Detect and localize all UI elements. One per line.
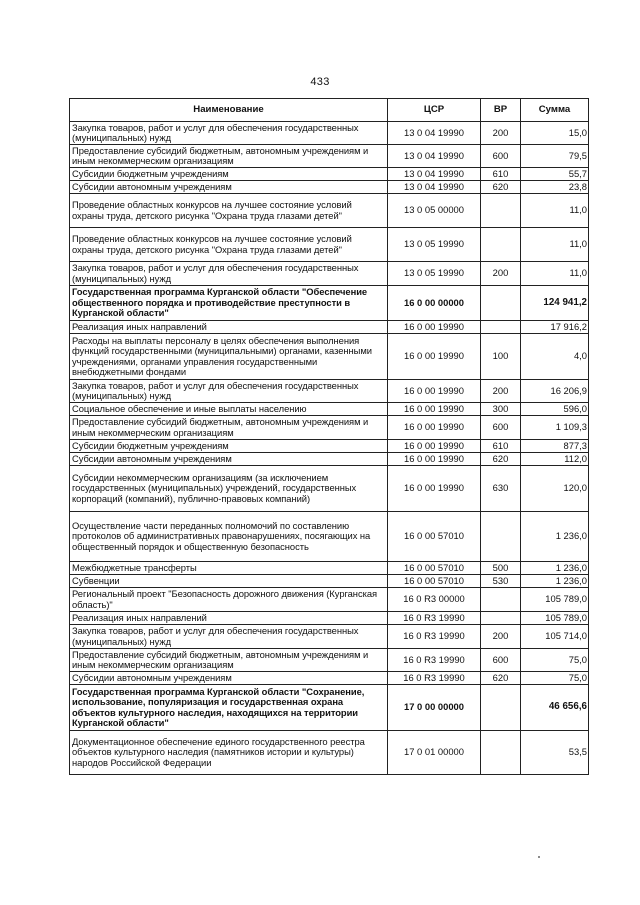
row-name: Проведение областных конкурсов на лучшее состояние условий охраны труда, детского рисунка "Охрана труда глазами детей" <box>70 194 388 228</box>
row-csr: 16 0 R3 19990 <box>388 612 481 625</box>
row-csr: 16 0 00 57010 <box>388 562 481 575</box>
table-row <box>70 512 589 562</box>
row-name: Социальное обеспечение и иные выплаты населению <box>70 403 388 416</box>
row-vr: 610 <box>481 440 521 453</box>
row-csr: 17 0 00 00000 <box>388 685 481 731</box>
row-csr: 16 0 00 57010 <box>388 575 481 588</box>
row-vr: 200 <box>481 262 521 286</box>
row-vr: 200 <box>481 625 521 649</box>
table-row <box>70 416 589 440</box>
header-vr: ВР <box>481 99 521 122</box>
row-name: Региональный проект "Безопасность дорожного движения (Курганская область)" <box>70 588 388 612</box>
row-csr: 13 0 05 00000 <box>388 194 481 228</box>
row-vr: 600 <box>481 416 521 440</box>
table-row <box>70 168 589 181</box>
row-csr: 16 0 00 19990 <box>388 466 481 512</box>
scan-speck <box>538 856 540 858</box>
row-name: Межбюджетные трансферты <box>70 562 388 575</box>
table-row <box>70 649 589 672</box>
table-row <box>70 334 589 380</box>
row-sum: 23,8 <box>521 181 589 194</box>
row-csr: 16 0 00 19990 <box>388 440 481 453</box>
row-sum: 120,0 <box>521 466 589 512</box>
row-sum: 1 236,0 <box>521 562 589 575</box>
table-row <box>70 228 589 262</box>
table-header <box>70 99 589 122</box>
row-name: Субвенции <box>70 575 388 588</box>
row-vr: 300 <box>481 403 521 416</box>
row-name: Расходы на выплаты персоналу в целях обеспечения выполнения функций государственными (муниципальными) органами, казенными учреждениями, органами управления государственными внебюджетными фондами <box>70 334 388 380</box>
row-sum: 105 714,0 <box>521 625 589 649</box>
table-row <box>70 194 589 228</box>
table-row <box>70 672 589 685</box>
row-sum: 105 789,0 <box>521 612 589 625</box>
header-name: Наименование <box>70 99 388 122</box>
table-row <box>70 122 589 145</box>
row-vr: 620 <box>481 181 521 194</box>
table-row <box>70 181 589 194</box>
row-vr: 600 <box>481 649 521 672</box>
row-vr: 620 <box>481 453 521 466</box>
row-csr: 13 0 04 19990 <box>388 181 481 194</box>
row-name: Реализация иных направлений <box>70 612 388 625</box>
row-sum: 15,0 <box>521 122 589 145</box>
row-name: Реализация иных направлений <box>70 321 388 334</box>
row-csr: 16 0 00 19990 <box>388 453 481 466</box>
row-name: Проведение областных конкурсов на лучшее состояние условий охраны труда, детского рисунка "Охрана труда глазами детей" <box>70 228 388 262</box>
row-name: Закупка товаров, работ и услуг для обеспечения государственных (муниципальных) нужд <box>70 380 388 403</box>
row-csr: 16 0 R3 19990 <box>388 625 481 649</box>
row-csr: 13 0 05 19990 <box>388 262 481 286</box>
row-sum: 112,0 <box>521 453 589 466</box>
table-row <box>70 612 589 625</box>
row-vr: 630 <box>481 466 521 512</box>
table-row <box>70 685 589 731</box>
row-sum: 55,7 <box>521 168 589 181</box>
row-sum: 11,0 <box>521 262 589 286</box>
row-name: Предоставление субсидий бюджетным, автономным учреждениям и иным некоммерческим организациям <box>70 416 388 440</box>
row-vr <box>481 685 521 731</box>
header-csr: ЦСР <box>388 99 481 122</box>
row-csr: 17 0 01 00000 <box>388 731 481 775</box>
row-name: Государственная программа Курганской области "Обеспечение общественного порядка и противодействие преступности в Курганской области" <box>70 286 388 321</box>
row-name: Субсидии автономным учреждениям <box>70 672 388 685</box>
row-sum: 79,5 <box>521 145 589 168</box>
row-vr <box>481 228 521 262</box>
row-csr: 16 0 R3 19990 <box>388 672 481 685</box>
row-name: Государственная программа Курганской области "Сохранение, использование, популяризация и государственная охрана объектов культурного наследия, находящихся на территории Курганской области" <box>70 685 388 731</box>
row-vr: 610 <box>481 168 521 181</box>
row-vr <box>481 512 521 562</box>
row-vr <box>481 588 521 612</box>
table-row <box>70 321 589 334</box>
row-sum: 1 109,3 <box>521 416 589 440</box>
row-csr: 16 0 00 57010 <box>388 512 481 562</box>
table-row <box>70 731 589 775</box>
row-csr: 16 0 00 19990 <box>388 321 481 334</box>
row-name: Закупка товаров, работ и услуг для обеспечения государственных (муниципальных) нужд <box>70 625 388 649</box>
row-csr: 13 0 04 19990 <box>388 122 481 145</box>
row-sum: 16 206,9 <box>521 380 589 403</box>
row-name: Субсидии бюджетным учреждениям <box>70 440 388 453</box>
row-sum: 596,0 <box>521 403 589 416</box>
row-name: Документационное обеспечение единого государственного реестра объектов культурного наследия (памятников истории и культуры) народов Российской Федерации <box>70 731 388 775</box>
row-sum: 17 916,2 <box>521 321 589 334</box>
row-csr: 16 0 00 19990 <box>388 416 481 440</box>
row-sum: 53,5 <box>521 731 589 775</box>
row-csr: 16 0 00 19990 <box>388 403 481 416</box>
table-row <box>70 562 589 575</box>
row-sum: 124 941,2 <box>521 286 589 321</box>
row-csr: 16 0 R3 00000 <box>388 588 481 612</box>
row-vr: 500 <box>481 562 521 575</box>
row-csr: 13 0 05 19990 <box>388 228 481 262</box>
table-row <box>70 588 589 612</box>
row-vr: 200 <box>481 122 521 145</box>
table-row <box>70 625 589 649</box>
table-row <box>70 380 589 403</box>
row-vr <box>481 321 521 334</box>
budget-table <box>69 98 589 775</box>
row-sum: 75,0 <box>521 672 589 685</box>
header-sum: Сумма <box>521 99 589 122</box>
table-body <box>70 122 589 775</box>
table-row <box>70 453 589 466</box>
row-csr: 16 0 00 19990 <box>388 334 481 380</box>
table-row <box>70 262 589 286</box>
row-vr: 100 <box>481 334 521 380</box>
row-vr <box>481 612 521 625</box>
row-csr: 16 0 R3 19990 <box>388 649 481 672</box>
row-vr <box>481 731 521 775</box>
table-row <box>70 403 589 416</box>
row-name: Субсидии автономным учреждениям <box>70 181 388 194</box>
row-name: Осуществление части переданных полномочий по составлению протоколов об административных правонарушениях, посягающих на общественный порядок и общественную безопасность <box>70 512 388 562</box>
table-row <box>70 286 589 321</box>
row-sum: 1 236,0 <box>521 575 589 588</box>
page-number: 433 <box>310 76 330 88</box>
row-name: Предоставление субсидий бюджетным, автономным учреждениям и иным некоммерческим организациям <box>70 649 388 672</box>
row-name: Предоставление субсидий бюджетным, автономным учреждениям и иным некоммерческим организациям <box>70 145 388 168</box>
row-vr: 600 <box>481 145 521 168</box>
row-vr: 620 <box>481 672 521 685</box>
row-sum: 11,0 <box>521 228 589 262</box>
row-csr: 16 0 00 00000 <box>388 286 481 321</box>
row-sum: 4,0 <box>521 334 589 380</box>
table-row <box>70 466 589 512</box>
row-sum: 1 236,0 <box>521 512 589 562</box>
row-name: Закупка товаров, работ и услуг для обеспечения государственных (муниципальных) нужд <box>70 122 388 145</box>
row-sum: 105 789,0 <box>521 588 589 612</box>
row-vr: 530 <box>481 575 521 588</box>
table-row <box>70 145 589 168</box>
row-csr: 13 0 04 19990 <box>388 145 481 168</box>
header-row <box>70 99 589 122</box>
row-name: Закупка товаров, работ и услуг для обеспечения государственных (муниципальных) нужд <box>70 262 388 286</box>
row-name: Субсидии некоммерческим организациям (за исключением государственных (муниципальных) учреждений, государственных корпораций (компаний), публично-правовых компаний) <box>70 466 388 512</box>
row-vr <box>481 194 521 228</box>
row-vr: 200 <box>481 380 521 403</box>
row-name: Субсидии бюджетным учреждениям <box>70 168 388 181</box>
row-sum: 11,0 <box>521 194 589 228</box>
row-csr: 16 0 00 19990 <box>388 380 481 403</box>
row-sum: 877,3 <box>521 440 589 453</box>
table-row <box>70 575 589 588</box>
row-name: Субсидии автономным учреждениям <box>70 453 388 466</box>
row-sum: 46 656,6 <box>521 685 589 731</box>
row-vr <box>481 286 521 321</box>
row-sum: 75,0 <box>521 649 589 672</box>
row-csr: 13 0 04 19990 <box>388 168 481 181</box>
table-row <box>70 440 589 453</box>
